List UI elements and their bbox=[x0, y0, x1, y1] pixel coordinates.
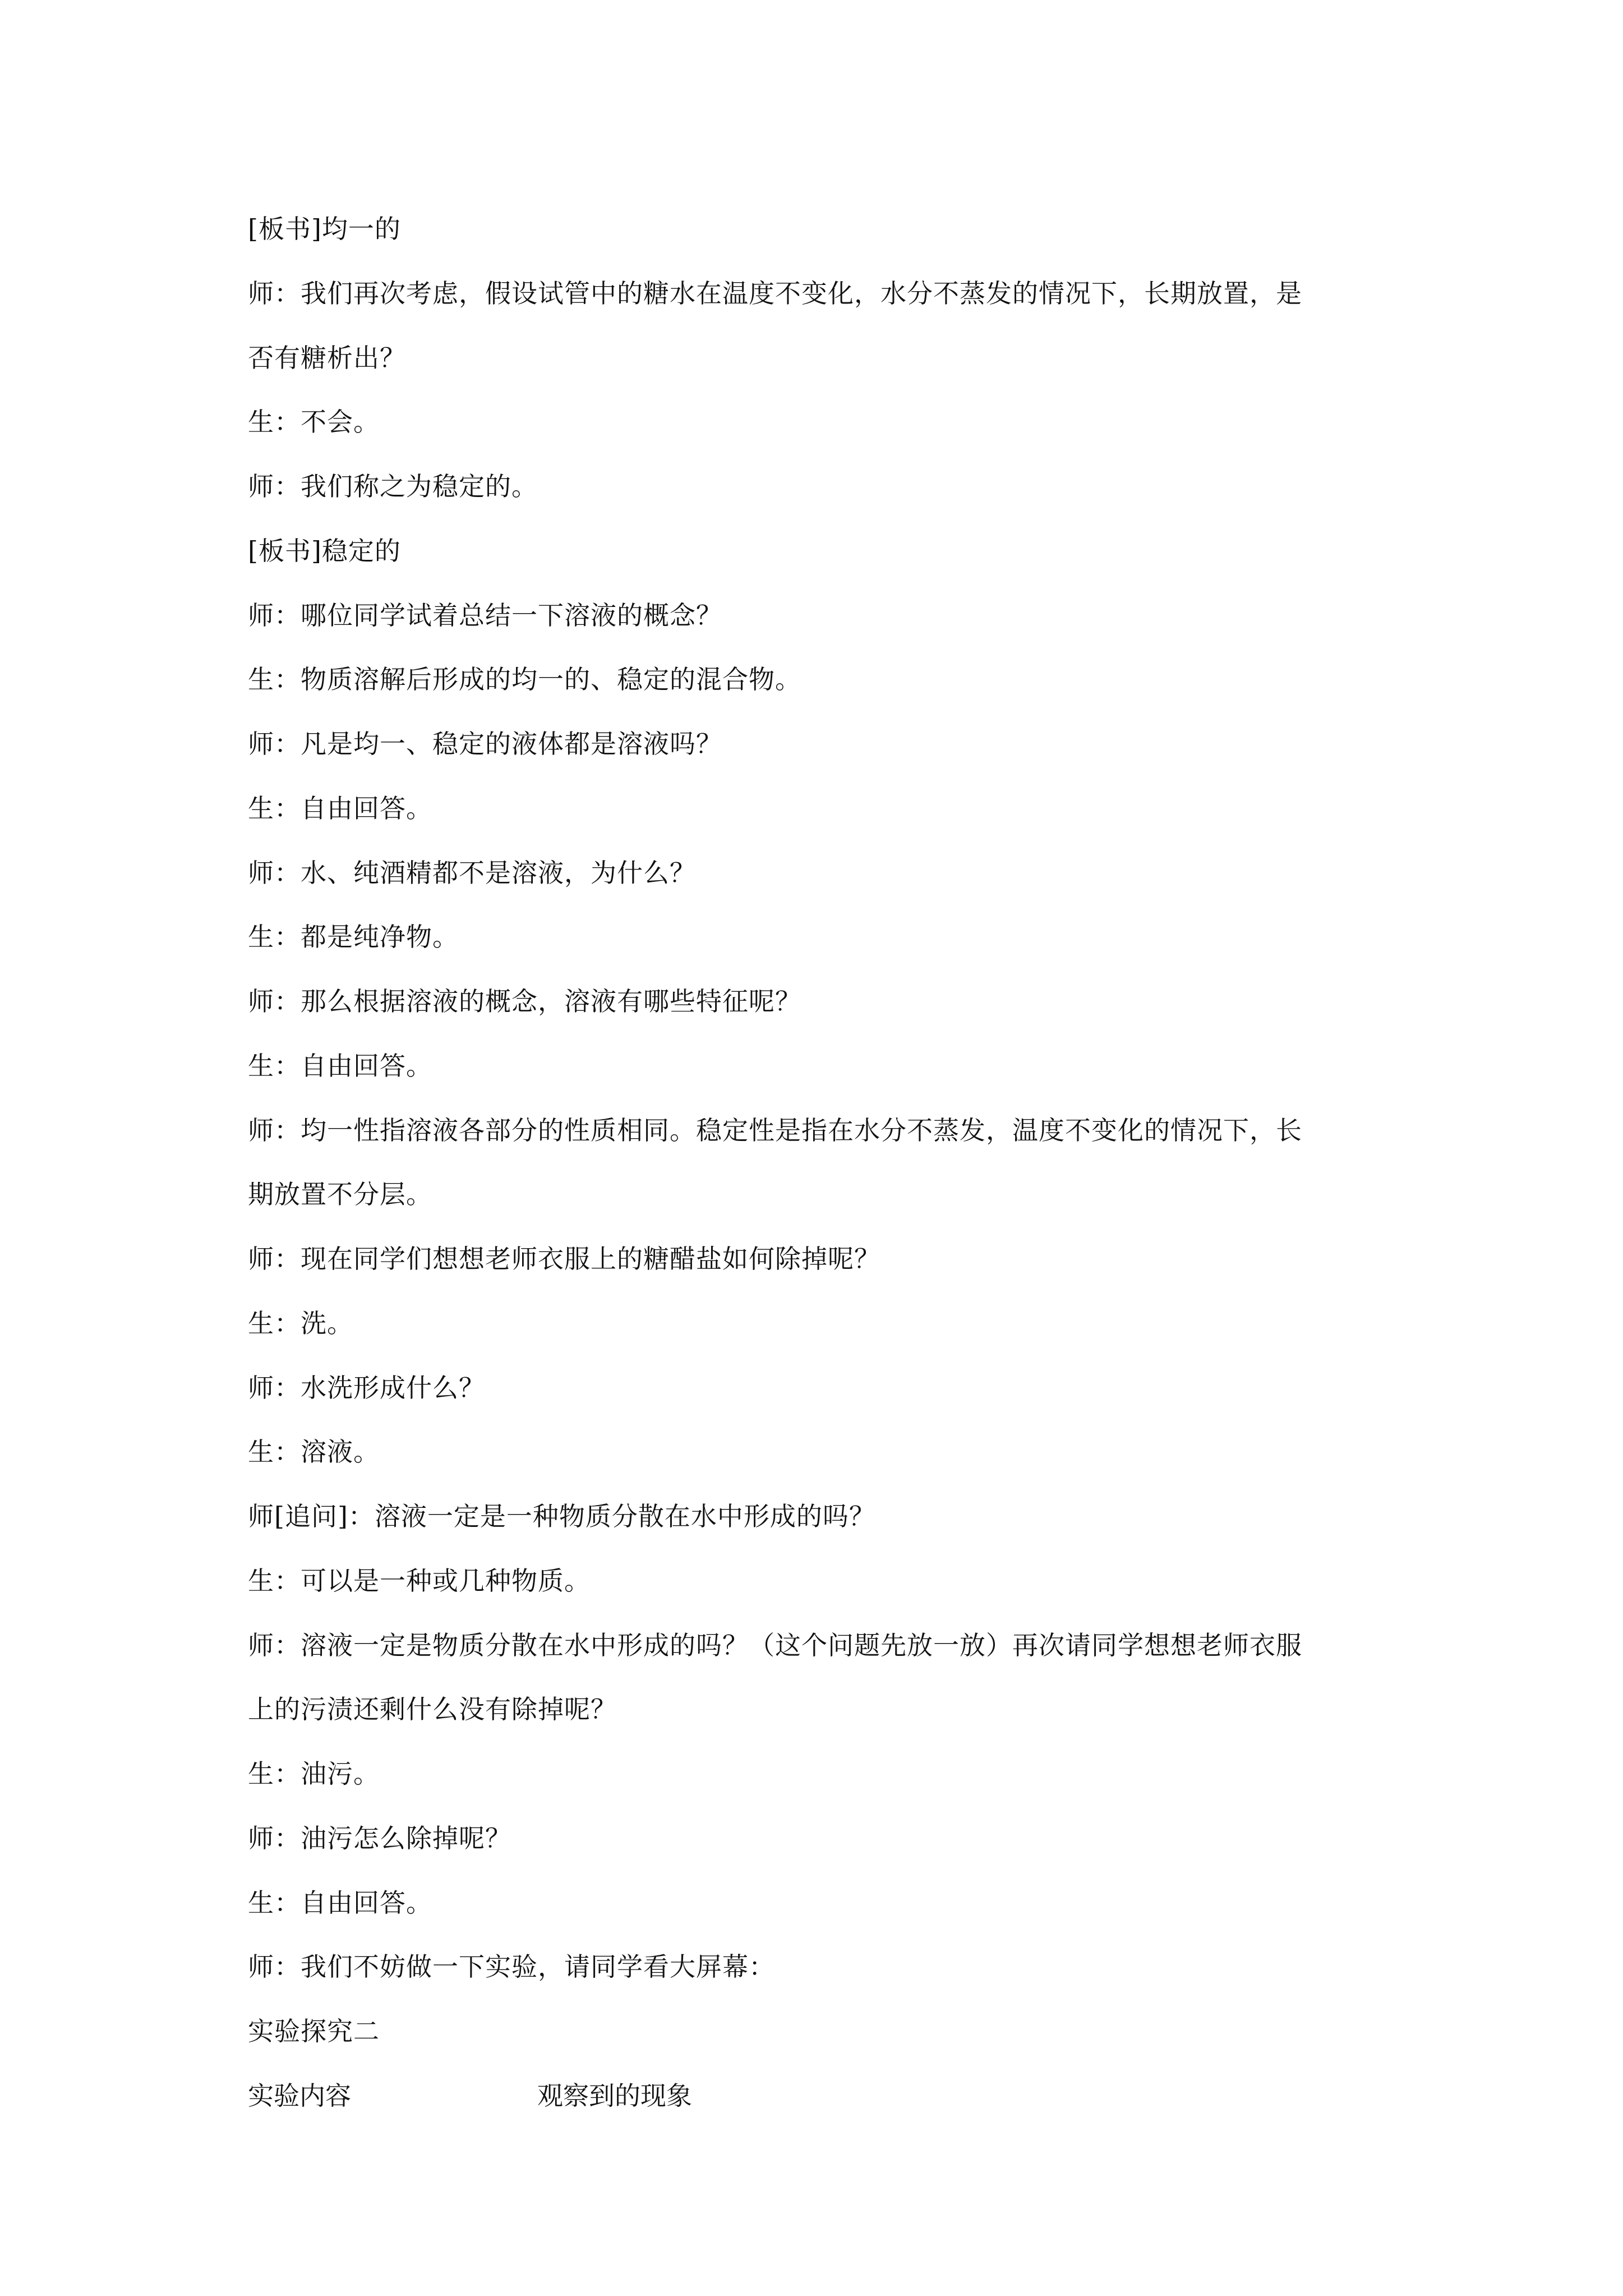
text-line-21: 师[追问]：溶液一定是一种物质分散在水中形成的吗？ bbox=[248, 1501, 875, 1531]
text-line-28: 师：我们不妨做一下实验，请同学看大屏幕： bbox=[248, 1952, 775, 1982]
text-line-8: 生：物质溶解后形成的均一的、稳定的混合物。 bbox=[248, 664, 801, 694]
text-line-4: 生：不会。 bbox=[248, 407, 380, 437]
text-line-24: 上的污渍还剩什么没有除掉呢？ bbox=[248, 1694, 617, 1724]
experiment-table-header bbox=[248, 2079, 1033, 2113]
text-line-22: 生：可以是一种或几种物质。 bbox=[248, 1566, 591, 1596]
text-line-12: 生：都是纯净物。 bbox=[248, 922, 459, 952]
text-line-5: 师：我们称之为稳定的。 bbox=[248, 471, 538, 501]
text-line-2: 师：我们再次考虑，假设试管中的糖水在温度不变化，水分不蒸发的情况下，长期放置，是 bbox=[248, 278, 1302, 309]
text-line-9: 师：凡是均一、稳定的液体都是溶液吗？ bbox=[248, 729, 722, 759]
text-line-23: 师：溶液一定是物质分散在水中形成的吗？（这个问题先放一放）再次请同学想想老师衣服 bbox=[248, 1630, 1302, 1660]
text-line-6: [板书]稳定的 bbox=[248, 536, 401, 566]
text-line-17: 师：现在同学们想想老师衣服上的糖醋盐如何除掉呢？ bbox=[248, 1244, 880, 1274]
text-line-15: 师：均一性指溶液各部分的性质相同。稳定性是指在水分不蒸发，温度不变化的情况下，长 bbox=[248, 1115, 1302, 1145]
text-line-25: 生：油污。 bbox=[248, 1759, 380, 1789]
text-line-7: 师：哪位同学试着总结一下溶液的概念？ bbox=[248, 600, 722, 631]
text-line-16: 期放置不分层。 bbox=[248, 1179, 432, 1209]
text-line-1: [板书]均一的 bbox=[248, 214, 401, 244]
section-heading-experiment-2: 实验探究二 bbox=[248, 2016, 380, 2046]
text-line-11: 师：水、纯酒精都不是溶液，为什么？ bbox=[248, 858, 696, 888]
text-line-26: 师：油污怎么除掉呢？ bbox=[248, 1823, 511, 1853]
text-line-10: 生：自由回答。 bbox=[248, 793, 432, 823]
text-line-27: 生：自由回答。 bbox=[248, 1888, 432, 1918]
text-line-18: 生：洗。 bbox=[248, 1308, 353, 1338]
text-line-20: 生：溶液。 bbox=[248, 1437, 380, 1467]
table-header-content: 实验内容 bbox=[248, 2081, 351, 2111]
table-header-observation: 观察到的现象 bbox=[537, 2081, 692, 2111]
text-line-19: 师：水洗形成什么？ bbox=[248, 1373, 485, 1403]
text-line-3: 否有糖析出？ bbox=[248, 343, 406, 373]
text-line-13: 师：那么根据溶液的概念，溶液有哪些特征呢？ bbox=[248, 986, 801, 1016]
text-line-14: 生：自由回答。 bbox=[248, 1051, 432, 1081]
